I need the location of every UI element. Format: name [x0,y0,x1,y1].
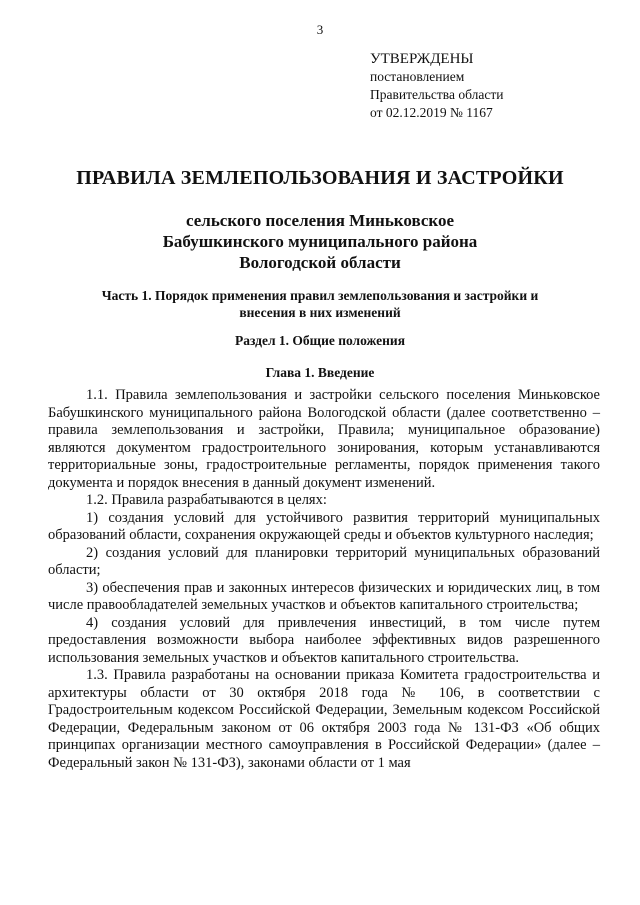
document-body [48,387,600,772]
list-item: 3) обеспечения прав и законных интересов физических и юридических лиц, в том числе правообладателей земельных участков и объектов капитального строительства; [48,579,600,613]
section-heading: Раздел 1. Общие положения [234,333,406,348]
list-item: 1) создания условий для устойчивого развития территорий муниципальных образований области, сохранения окружающей среды и объектов культурного наследия; [48,509,600,543]
chapter-heading: Глава 1. Введение [265,365,375,380]
part-heading-line: внесения в них изменений [239,305,401,320]
list-item: 4) создания условий для привлечения инвестиций, в том числе путем предоставления возможности выбора наиболее эффективных видов разрешенного использования земельных участков и объектов капитального строительства. [48,614,600,666]
paragraph: 1.1. Правила землепользования и застройки сельского поселения Миньковское Бабушкинского муниципального района Вологодской области (далее соответственно – правила землепользования и застройки, Правила; муниципальное образование) являются документом градостроительного зонирования, которым устанавливаются территориальные зоны, градостроительные регламенты, порядок применения такого документа и порядок внесения в данный документ изменений. [48,387,600,491]
approval-line: постановлением [370,69,465,84]
paragraph: 1.2. Правила разрабатываются в целях: [86,492,327,508]
page-number: 3 [316,22,324,37]
document-subtitle [0,210,640,273]
part-heading [70,287,570,321]
approval-decree-date: от 02.12.2019 № 1167 [370,105,493,120]
list-item: 2) создания условий для планировки территорий муниципальных образований области; [48,544,600,578]
document-title: ПРАВИЛА ЗЕМЛЕПОЛЬЗОВАНИЯ И ЗАСТРОЙКИ [76,167,564,189]
approval-heading: УТВЕРЖДЕНЫ [370,51,474,67]
subtitle-line: Бабушкинского муниципального района [162,232,478,251]
subtitle-line: Вологодской области [239,253,401,272]
part-heading-line: Часть 1. Порядок применения правил землепользования и застройки и [101,288,539,303]
approval-block [370,50,610,122]
subtitle-line: сельского поселения Миньковское [185,211,455,230]
paragraph: 1.3. Правила разработаны на основании приказа Комитета градостроительства и архитектуры области от 30 октября 2018 года № 106, в соответствии с Градостроительным кодексом Российской Федерации, Земельным кодексом Российской Федерации, Федеральным законом от 06 октября 2003 года № 131-ФЗ «Об общих принципах организации местного самоуправления в Российской Федерации» (далее – Федеральный закон № 131-ФЗ), законами области от 1 мая [48,667,600,771]
approval-line: Правительства области [370,87,504,102]
